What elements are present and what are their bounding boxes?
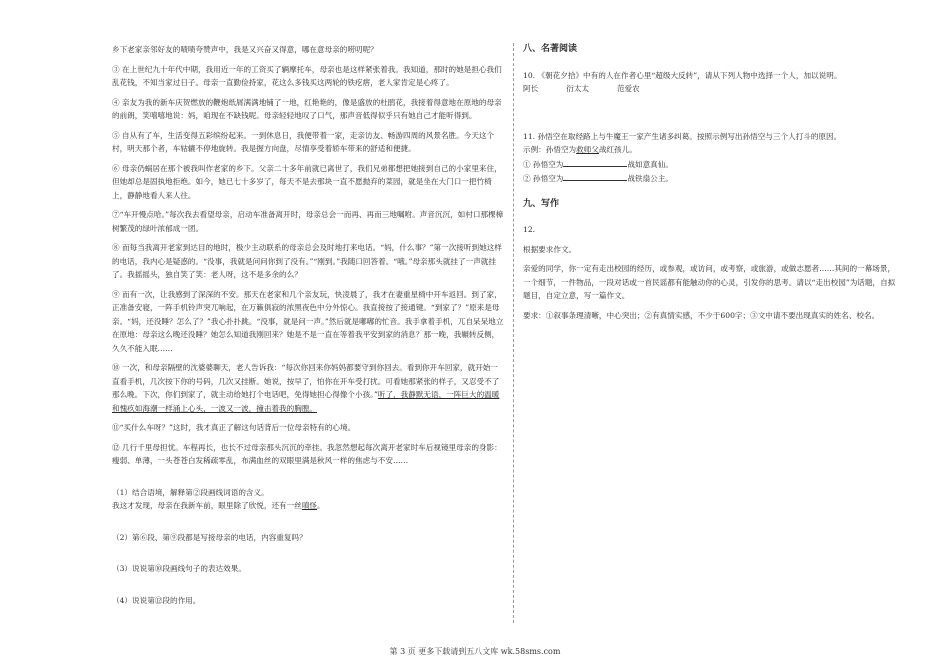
question-1-context-end: 。	[317, 501, 325, 510]
paragraph-intro: 乡下老家亲邻好友的啧啧夸赞声中，我是又兴奋又得意，哪在意母亲的唠叨呢？	[112, 45, 378, 54]
paragraph-12: ⑫ 几行千里母担忧。车程再长，也长不过母亲那头沉沉的牵挂。我忽然想起每次离开老家时车后视镜里母亲的身影：瘦弱、单薄，一头苍苍白发稀疏零乱，布满血丝的双眼里满是秋风一样的焦虑与不安……	[112, 442, 502, 465]
item-1-text: ① 孙悟空为	[523, 159, 564, 169]
writing-requirements: 要求：①叙事条理清晰，中心突出；②有真情实感，不少于600字；③文中请不要出现真实的姓名、校名。	[523, 310, 880, 320]
paragraph-10-underlined-sentence: 听了，我静默无语，一阵巨大的温暖和愧疚如海潮一样涌上心头，一波又一波，撞击着我的胸膛。	[112, 390, 500, 413]
example-text: 示例：孙悟空为	[523, 145, 577, 154]
question-11: 11. 孙悟空在取经路上与牛魔王一家产生诸多纠葛。按照示例写出孙悟空与三个人打斗的原因。	[523, 131, 842, 141]
question-11-item-1	[523, 157, 899, 172]
reading-column	[112, 43, 504, 607]
paragraph-6: ⑥ 母亲仍蜗居在那个被我叫作老家的乡下。父亲二十多年前就已离世了，我们兄弟都想把她接到自己的小家里来住，但她却总是固执地拒绝。如今，她已七十多岁了，每天不是去那块一直不愿抛弃的菜园，就是坐在大门口一把竹椅上，静静地看人来人往。	[112, 163, 502, 200]
option-yan-taitai: 衍太太	[566, 84, 589, 93]
paragraph-7: ⑦“车开慢点哈。”每次我去看望母亲，启动车准备离开时，母亲总会一而再、再而三地嘱咐。声音沉沉，如村口那棵樟树繁茂的绿叶浓郁成一团。	[112, 210, 504, 233]
paragraph-10-text: ⑩ 一次，和母亲隔壁的沈婆婆聊天，老人告诉我：“每次你回来你妈妈都要守到你回去。看到你开车回家，就开始一直看手机，几次按下你的号码，几次又挂断。她说，按早了，怕你在开车受打扰。可看她那紧张的样子，又忍受不了那么晚。下次，你们到家了，就主动给她打个电话吧，免得她担心得像个小孩。”	[112, 363, 500, 399]
page-footer: 第 3 页 更多下载请到五八文库 wk.58sms.com	[389, 647, 561, 656]
questions-column	[523, 43, 899, 322]
question-3: （3）说说第⑩段画线句子的表达效果。	[112, 564, 246, 573]
section-title-reading: 八、名著阅读	[523, 44, 578, 54]
writing-prompt: 亲爱的同学，你一定有走出校园的经历，或参观，或访问，或考察，或旅游，或做志愿者……其间的一幕场景，一个细节，一件物品，一段对话或一首民谣都有能触动你的心灵，引发你的思考。请以“走出校园”为话题，自拟题目，自定立意，写一篇作文。	[523, 264, 896, 300]
underlined-word: 嗔怪	[301, 501, 318, 510]
paragraph-8: ⑧ 而每当我离开老家到达目的地时，极少主动联系的母亲总会及时地打来电话。“妈，什么事？”第一次接听到她这样的电话，我内心是疑惑的。“没事，我就是问问你到了没有。”“刚到。”我随口回答着。“哦。”母亲那头就挂了一声就挂了。我摇摇头，独自笑了笑：老人呀，这不是多余的么？	[112, 243, 502, 279]
paragraph-5: ⑤ 自从有了车，生活变得五彩缤纷起来。一到休息日，我便带着一家，走亲访友、畅游四周的风景名胜。今天这个村，明天那个者，车轱辘不停地旋转。我是握方向盘，尽情享受着轿车带来的舒适和便捷。	[112, 130, 495, 153]
option-fan-ainong: 范爱农	[616, 84, 640, 93]
section-title-writing: 九、写作	[523, 198, 560, 209]
item-2-text-end: 战铁扇公主。	[627, 174, 673, 183]
item-1-text-end: 战如意真仙。	[627, 159, 673, 169]
question-1-context-text: 我这才发现，母亲在我新车前，眼里除了欣悦，还有一丝	[112, 501, 302, 510]
question-10: 10. 《朝花夕拾》中有的人在作者心里“超级大反转”，请从下列人物中选择一个人，加以说明。	[523, 70, 842, 80]
paragraph-11: ⑪“买什么车呀？”这时，我才真正了解这句话背后一位母亲特有的心境。	[112, 423, 356, 432]
writing-instruction: 根据要求作文。	[523, 244, 577, 254]
answer-blank-2[interactable]	[563, 171, 627, 181]
question-1-context	[112, 499, 504, 513]
paragraph-3: ③ 在上世纪九十年代中期，我用近一年的工资买了辆摩托车，母亲也是这样紧张着我。我知道，那时的她是担心我们乱花钱，不知当家过日子。母亲一直勤俭持家，花这么多钱买这两轮的铁疙瘩，老人家肯定是心疼了。	[112, 64, 502, 87]
question-11-example	[523, 143, 899, 157]
question-1: （1）结合语境，解释第②段画线词语的含义。	[112, 487, 269, 497]
column-divider	[513, 43, 514, 623]
item-2-text: ② 孙悟空为	[523, 174, 564, 183]
question-2: （2）第⑥段、第⑨段都是写接母亲的电话，内容重复吗？	[112, 532, 307, 542]
answer-blank-1[interactable]	[563, 157, 627, 167]
paragraph-4: ④ 亲友为我的新车庆贺燃放的鞭炮纸屑满满地铺了一地，红艳艳的，像是盛放的杜鹃花，我接着得意地在原地的母亲的前朗，笑嘻嘻地说：妈，咱现在不缺钱呢。母亲轻轻地叹了口气，那声音低得似乎只有她自己才能听得到。	[112, 97, 502, 120]
question-10-options	[523, 82, 899, 96]
question-4: （4）说说第⑫段的作用。	[112, 595, 201, 605]
example-underlined: 救师父	[576, 145, 599, 154]
paragraph-10	[112, 361, 504, 415]
option-a-chang: 阿长	[523, 84, 539, 93]
example-text-end: 战红孩儿。	[598, 145, 637, 154]
paragraph-9: ⑨ 而有一次，让我感到了深深的不安。那天在老家和几个亲友玩，快凌晨了，我才在妻重星椅中开车返回。到了家，正准备安寝，一阵手机铃声突兀响起，在万籁俱寂的浓黑夜色中分外惊心。我直接按了接通键。“到家了？”原来是母亲。“妈，还没睡？怎么了？”我心扑扑跳。“没事，就是问一声。”然后就是嘟嘟的忙音。我手拿着手机，兀自呆呆地立在原地：母亲这么晚还没睡？她怎么知道我刚回来？她是不是一直在等着我平安到家的消息？那一晚，我辗转反侧，久久不能入眠……	[112, 289, 504, 353]
question-12: 12.	[523, 225, 536, 234]
question-11-item-2	[523, 171, 899, 186]
